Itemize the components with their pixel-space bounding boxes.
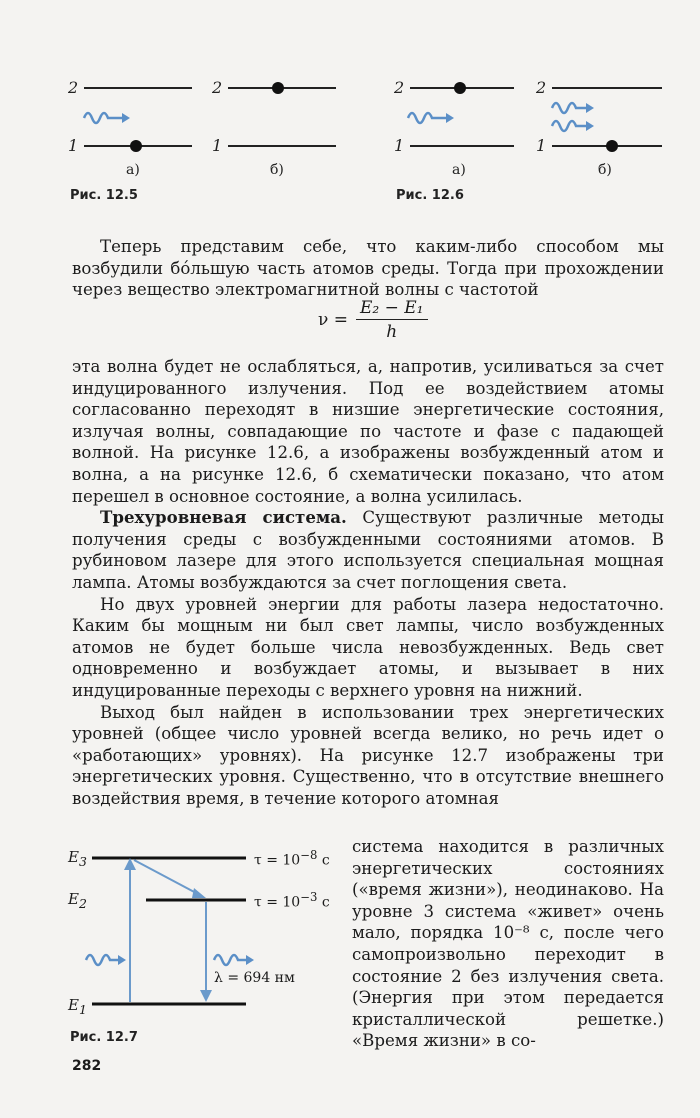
e2-subscript: 2 [78, 896, 87, 911]
tau-e3-label [254, 848, 330, 869]
fig-12-6-drawing [386, 70, 676, 180]
paragraph-amplification: эта волна будет не ослабляться, а, напротив, усиливаться за счет индуцированного излучения. Под ее воздействием атомы согласованно переходят в низшие энергетические состояния, излучая волны, совпадающие по частоте и фазе с падающей волной. На рисунке 12.6, а изображены возбужденный атом и волна, а на рисунке 12.6, б схематически показано, что атом перешел в основное состояние, а волна усилилась. [72, 357, 664, 506]
e3-subscript: 3 [78, 854, 87, 869]
figure-caption: Рис. 12.5 [70, 188, 138, 203]
frequency-formula [318, 298, 428, 342]
wave-icon [86, 955, 120, 965]
level-e3-label [68, 848, 87, 869]
panel-a-label: а) [126, 162, 140, 178]
formula-denominator: h [386, 322, 398, 342]
formula-fraction [356, 298, 428, 342]
paragraph-text: система находится в различных энергетических состояниях («время жизни»), неодинаково. На уровне 3 система «живет» очень мало, порядка 10⁻⁸ с, после чего самопроизвольно переходит в состояние 2 без излучения света. (Энергия при этом передается кристаллической решетке.) «Время жизни» в со- [352, 837, 664, 1051]
wave-icon [84, 113, 122, 123]
figure-caption: Рис. 12.6 [396, 188, 464, 203]
tau-e2-label [254, 890, 330, 911]
level-2-label: 2 [68, 78, 79, 97]
wave-icon [552, 121, 588, 131]
level-2-label: 2 [394, 78, 405, 97]
e1-symbol: E [68, 996, 79, 1014]
tau-unit: с [317, 894, 330, 911]
level-e1-label [68, 996, 87, 1017]
figure-caption: Рис. 12.7 [70, 1030, 138, 1045]
panel-b-label: б) [270, 162, 284, 178]
level-2-label: 2 [536, 78, 547, 97]
level-2-label: 2 [212, 78, 223, 97]
fig-12-5-drawing [60, 70, 340, 180]
wave-icon [214, 955, 248, 965]
level-e2-label [68, 890, 87, 911]
wavelength-label: λ = 694 нм [214, 970, 295, 986]
atom-dot [606, 140, 618, 152]
atom-dot [272, 82, 284, 94]
paragraph-two-levels: Но двух уровней энергии для работы лазера недостаточно. Каким бы мощным ни был свет лампы, число возбужденных атомов не будет больше числа невозбужденных. Ведь свет одновременно и возбуждает атомы, и вызывает в них индуцированные переходы с верхнего уровня на нижний. [72, 594, 664, 700]
wave-icon [552, 103, 588, 113]
tau-value: τ = 10 [254, 894, 301, 911]
figure-12-6 [386, 70, 676, 210]
figure-12-7 [60, 842, 345, 1048]
side-text [352, 836, 664, 1052]
wave-icon [408, 113, 446, 123]
tau-unit: с [317, 852, 330, 869]
e1-subscript: 1 [78, 1002, 87, 1017]
level-1-label: 1 [394, 136, 405, 155]
formula-lhs: ν = [318, 310, 348, 330]
page-number: 282 [72, 1058, 102, 1074]
panel-a-label: а) [452, 162, 466, 178]
panel-b-label: б) [598, 162, 612, 178]
paragraph-text: Существуют различные методы получения среды с возбужденными состояниями атомов. В рубиновом лазере для этого используется специальная мощная лампа. Атомы возбуждаются за счет поглощения света. [72, 508, 664, 592]
level-1-label: 1 [212, 136, 223, 155]
figure-12-5 [60, 70, 340, 210]
atom-dot [130, 140, 142, 152]
fig-12-7-drawing [60, 842, 345, 1022]
paragraph-intro [72, 236, 664, 301]
tau-exponent: −3 [300, 890, 318, 904]
paragraph-three-level [72, 507, 664, 593]
e2-symbol: E [68, 890, 79, 908]
tau-value: τ = 10 [254, 852, 301, 869]
paragraph-solution: Выход был найден в использовании трех энергетических уровней (общее число уровней всегда велико, но речь идет о «работающих» уровнях). На рисунке 12.7 изображены три энергетических уровня. Существенно, что в отсутствие внешнего воздействия время, в течение которого атомная [72, 702, 664, 808]
level-1-label: 1 [536, 136, 547, 155]
level-1-label: 1 [68, 136, 79, 155]
atom-dot [454, 82, 466, 94]
section-heading: Трехуровневая система. [100, 507, 347, 528]
tau-exponent: −8 [300, 848, 318, 862]
formula-numerator: E₂ − E₁ [356, 298, 428, 320]
e3-symbol: E [68, 848, 79, 866]
paragraph-text: Теперь представим себе, что каким-либо способом мы возбудили бóльшую часть атомов среды. Тогда при прохождении через вещество электромагнитной волны с частотой [72, 237, 664, 300]
main-text [72, 356, 664, 809]
